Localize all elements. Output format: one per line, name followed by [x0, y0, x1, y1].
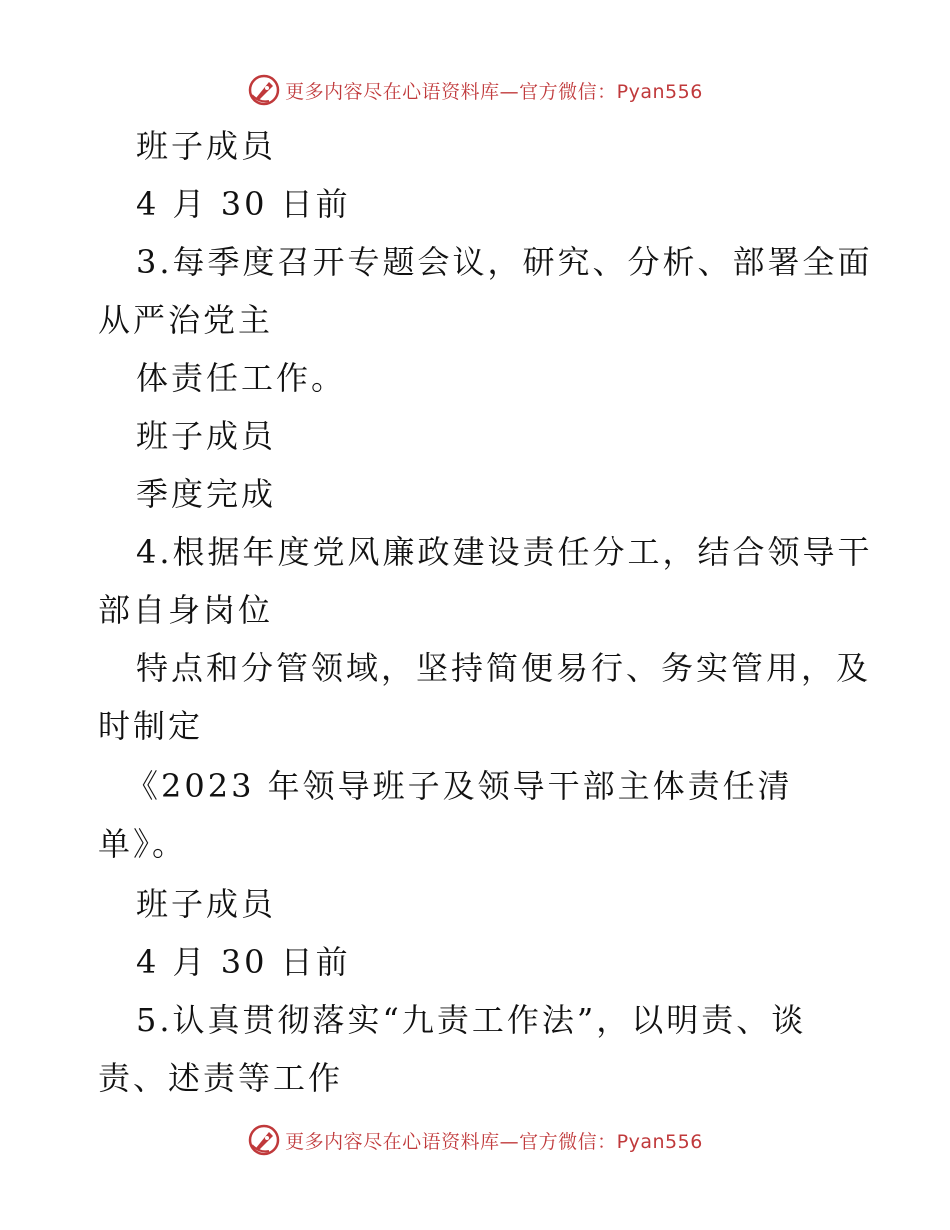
text-line: 4 月 30 日前: [136, 943, 351, 981]
text-line: 4 月 30 日前: [136, 185, 351, 223]
watermark-text: 更多内容尽在心语资料库—官方微信：Pyan556: [285, 80, 703, 103]
text-line: 部自身岗位: [98, 591, 274, 629]
footer-watermark: [0, 1120, 950, 1160]
text-line: 班子成员: [136, 417, 277, 455]
text-line: 班子成员: [136, 885, 277, 923]
text-line: 从严治党主: [98, 301, 274, 339]
text-line: 季度完成: [136, 475, 277, 513]
text-line: 责、述责等工作: [98, 1059, 344, 1097]
text-line: 时制定: [98, 707, 204, 745]
text-line: 3.每季度召开专题会议，研究、分析、部署全面: [136, 243, 873, 281]
text-line: 班子成员: [136, 127, 277, 165]
watermark-text: 更多内容尽在心语资料库—官方微信：Pyan556: [285, 1130, 703, 1153]
pen-nib-logo-icon: [247, 1123, 281, 1157]
text-line: 5.认真贯彻落实“九责工作法”，以明责、谈: [136, 1001, 807, 1039]
text-line: 4.根据年度党风廉政建设责任分工，结合领导干: [136, 533, 873, 571]
text-line: 《2023 年领导班子及领导干部主体责任清: [126, 767, 793, 805]
text-line: 体责任工作。: [136, 359, 347, 397]
text-line: 特点和分管领域，坚持简便易行、务实管用，及: [136, 649, 872, 687]
text-line: 单》。: [98, 825, 188, 863]
